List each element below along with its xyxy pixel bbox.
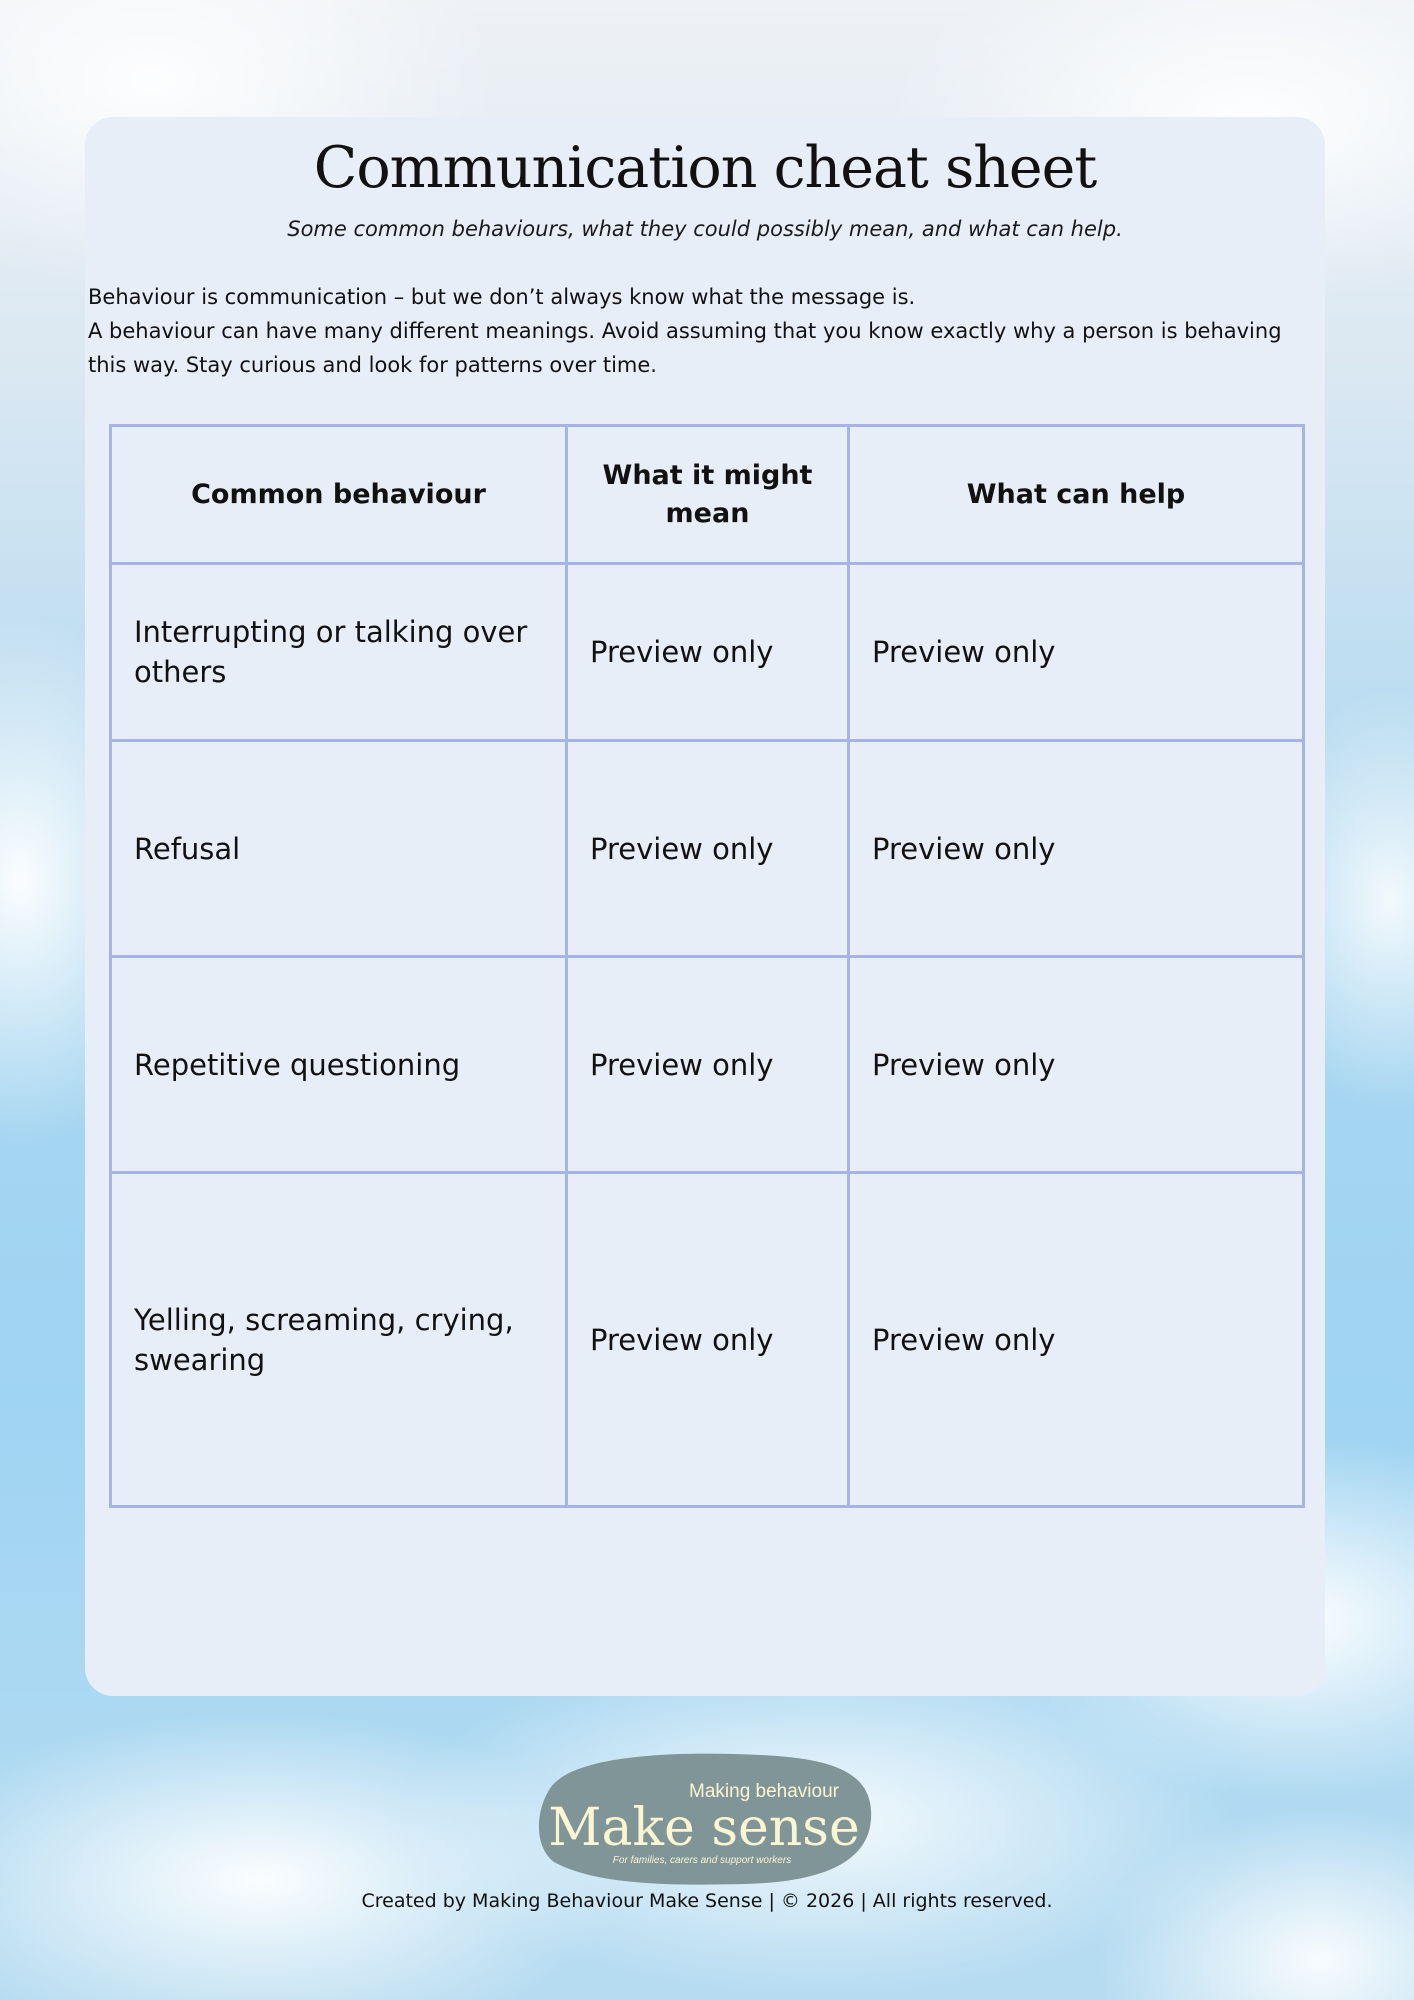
meaning-cell: Preview only [567, 741, 849, 957]
table-row [111, 564, 1304, 741]
help-cell: Preview only [849, 957, 1304, 1173]
meaning-cell: Preview only [567, 1173, 849, 1507]
page-subtitle: Some common behaviours, what they could possibly mean, and what can help. [287, 217, 1123, 241]
table-row [111, 741, 1304, 957]
behaviour-cell: Refusal [111, 741, 567, 957]
intro-line-1: Behaviour is communication – but we don’t always know what the message is. [88, 285, 916, 309]
help-cell: Preview only [849, 1173, 1304, 1507]
header-what-it-might-mean: What it might mean [567, 426, 849, 564]
behaviour-cell: Repetitive questioning [111, 957, 567, 1173]
intro-text [88, 280, 1318, 382]
header-common-behaviour: Common behaviour [111, 426, 567, 564]
cheat-sheet-card [85, 117, 1325, 1696]
meaning-cell: Preview only [567, 564, 849, 741]
logo-tagline: Making behaviour [689, 1781, 839, 1802]
table-row [111, 957, 1304, 1173]
meaning-cell: Preview only [567, 957, 849, 1173]
make-sense-logo [534, 1752, 872, 1886]
help-cell: Preview only [849, 741, 1304, 957]
logo-caption: For families, carers and support workers [612, 1855, 792, 1866]
footer-copyright: Created by Making Behaviour Make Sense | © 2026 | All rights reserved. [361, 1890, 1053, 1912]
table-header-row [111, 426, 1304, 564]
page-title: Communication cheat sheet [313, 135, 1097, 201]
header-what-can-help: What can help [849, 426, 1304, 564]
behaviour-table [109, 424, 1305, 1508]
table-row [111, 1173, 1304, 1507]
behaviour-cell: Interrupting or talking over others [111, 564, 567, 741]
behaviour-cell: Yelling, screaming, crying, swearing [111, 1173, 567, 1507]
intro-line-2: A behaviour can have many different meanings. Avoid assuming that you know exactly why a person is behaving this way. Stay curious and look for patterns over time. [88, 319, 1282, 377]
help-cell: Preview only [849, 564, 1304, 741]
logo-name: Make sense [548, 1798, 860, 1858]
